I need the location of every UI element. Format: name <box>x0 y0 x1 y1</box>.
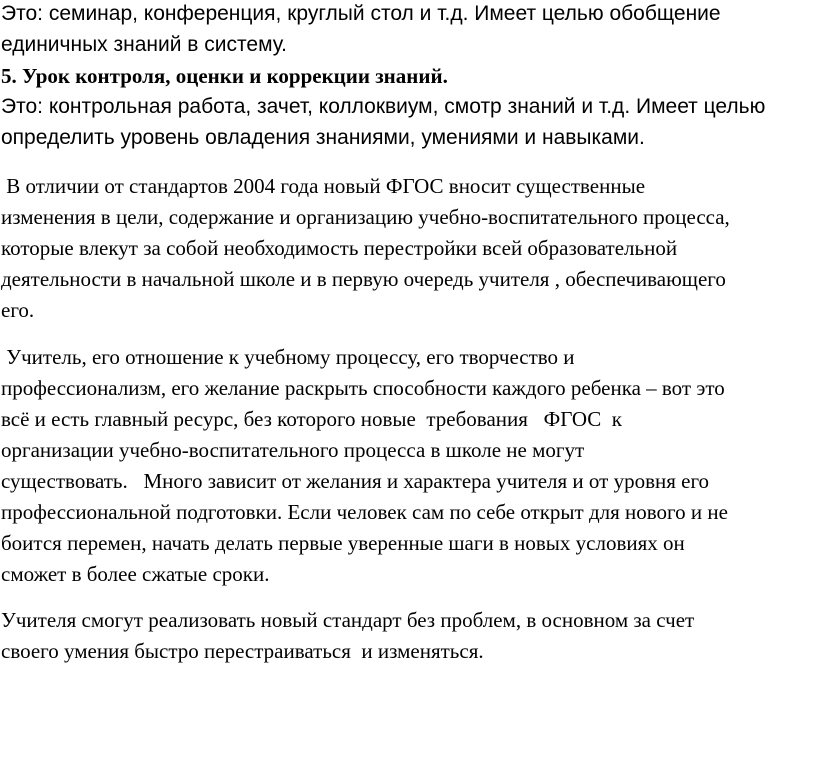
section-heading: 5. Урок контроля, оценки и коррекции знаний. <box>1 64 448 88</box>
text-line: которые влекут за собой необходимость перестройки всей образовательной <box>1 236 678 260</box>
text-line: организации учебно-воспитательного процесса в школе не могут <box>1 438 585 462</box>
text-line: Это: контрольная работа, зачет, коллоквиум, смотр знаний и т.д. Имеет целью <box>1 95 766 118</box>
text-line: В отличии от стандартов 2004 года новый ФГОС вносит существенные <box>1 174 646 198</box>
text-line: Учителя смогут реализовать новый стандарт без проблем, в основном за счет <box>1 608 695 632</box>
text-line: боится перемен, начать делать первые уверенные шаги в новых условиях он <box>1 531 685 555</box>
text-line: изменения в цели, содержание и организацию учебно-воспитательного процесса, <box>1 205 730 229</box>
text-line: деятельности в начальной школе и в первую очередь учителя , обеспечивающего <box>1 267 726 291</box>
text-line: его. <box>1 298 35 322</box>
text-line: своего умения быстро перестраиваться и изменяться. <box>1 639 484 663</box>
text-line: определить уровень овладения знаниями, умениями и навыками. <box>1 126 645 149</box>
text-line: существовать. Много зависит от желания и характера учителя и от уровня его <box>1 469 710 493</box>
text-line: Это: семинар, конференция, круглый стол и т.д. Имеет целью обобщение <box>1 2 721 25</box>
text-line: профессиональной подготовки. Если человек сам по себе открыт для нового и не <box>1 500 728 524</box>
text-line: профессионализм, его желание раскрыть способности каждого ребенка – вот это <box>1 376 725 400</box>
text-line: всё и есть главный ресурс, без которого новые требования ФГОС к <box>1 407 622 431</box>
text-line: единичных знаний в систему. <box>1 33 287 56</box>
text-line: Учитель, его отношение к учебному процессу, его творчество и <box>1 345 575 369</box>
text-line: сможет в более сжатые сроки. <box>1 562 270 586</box>
